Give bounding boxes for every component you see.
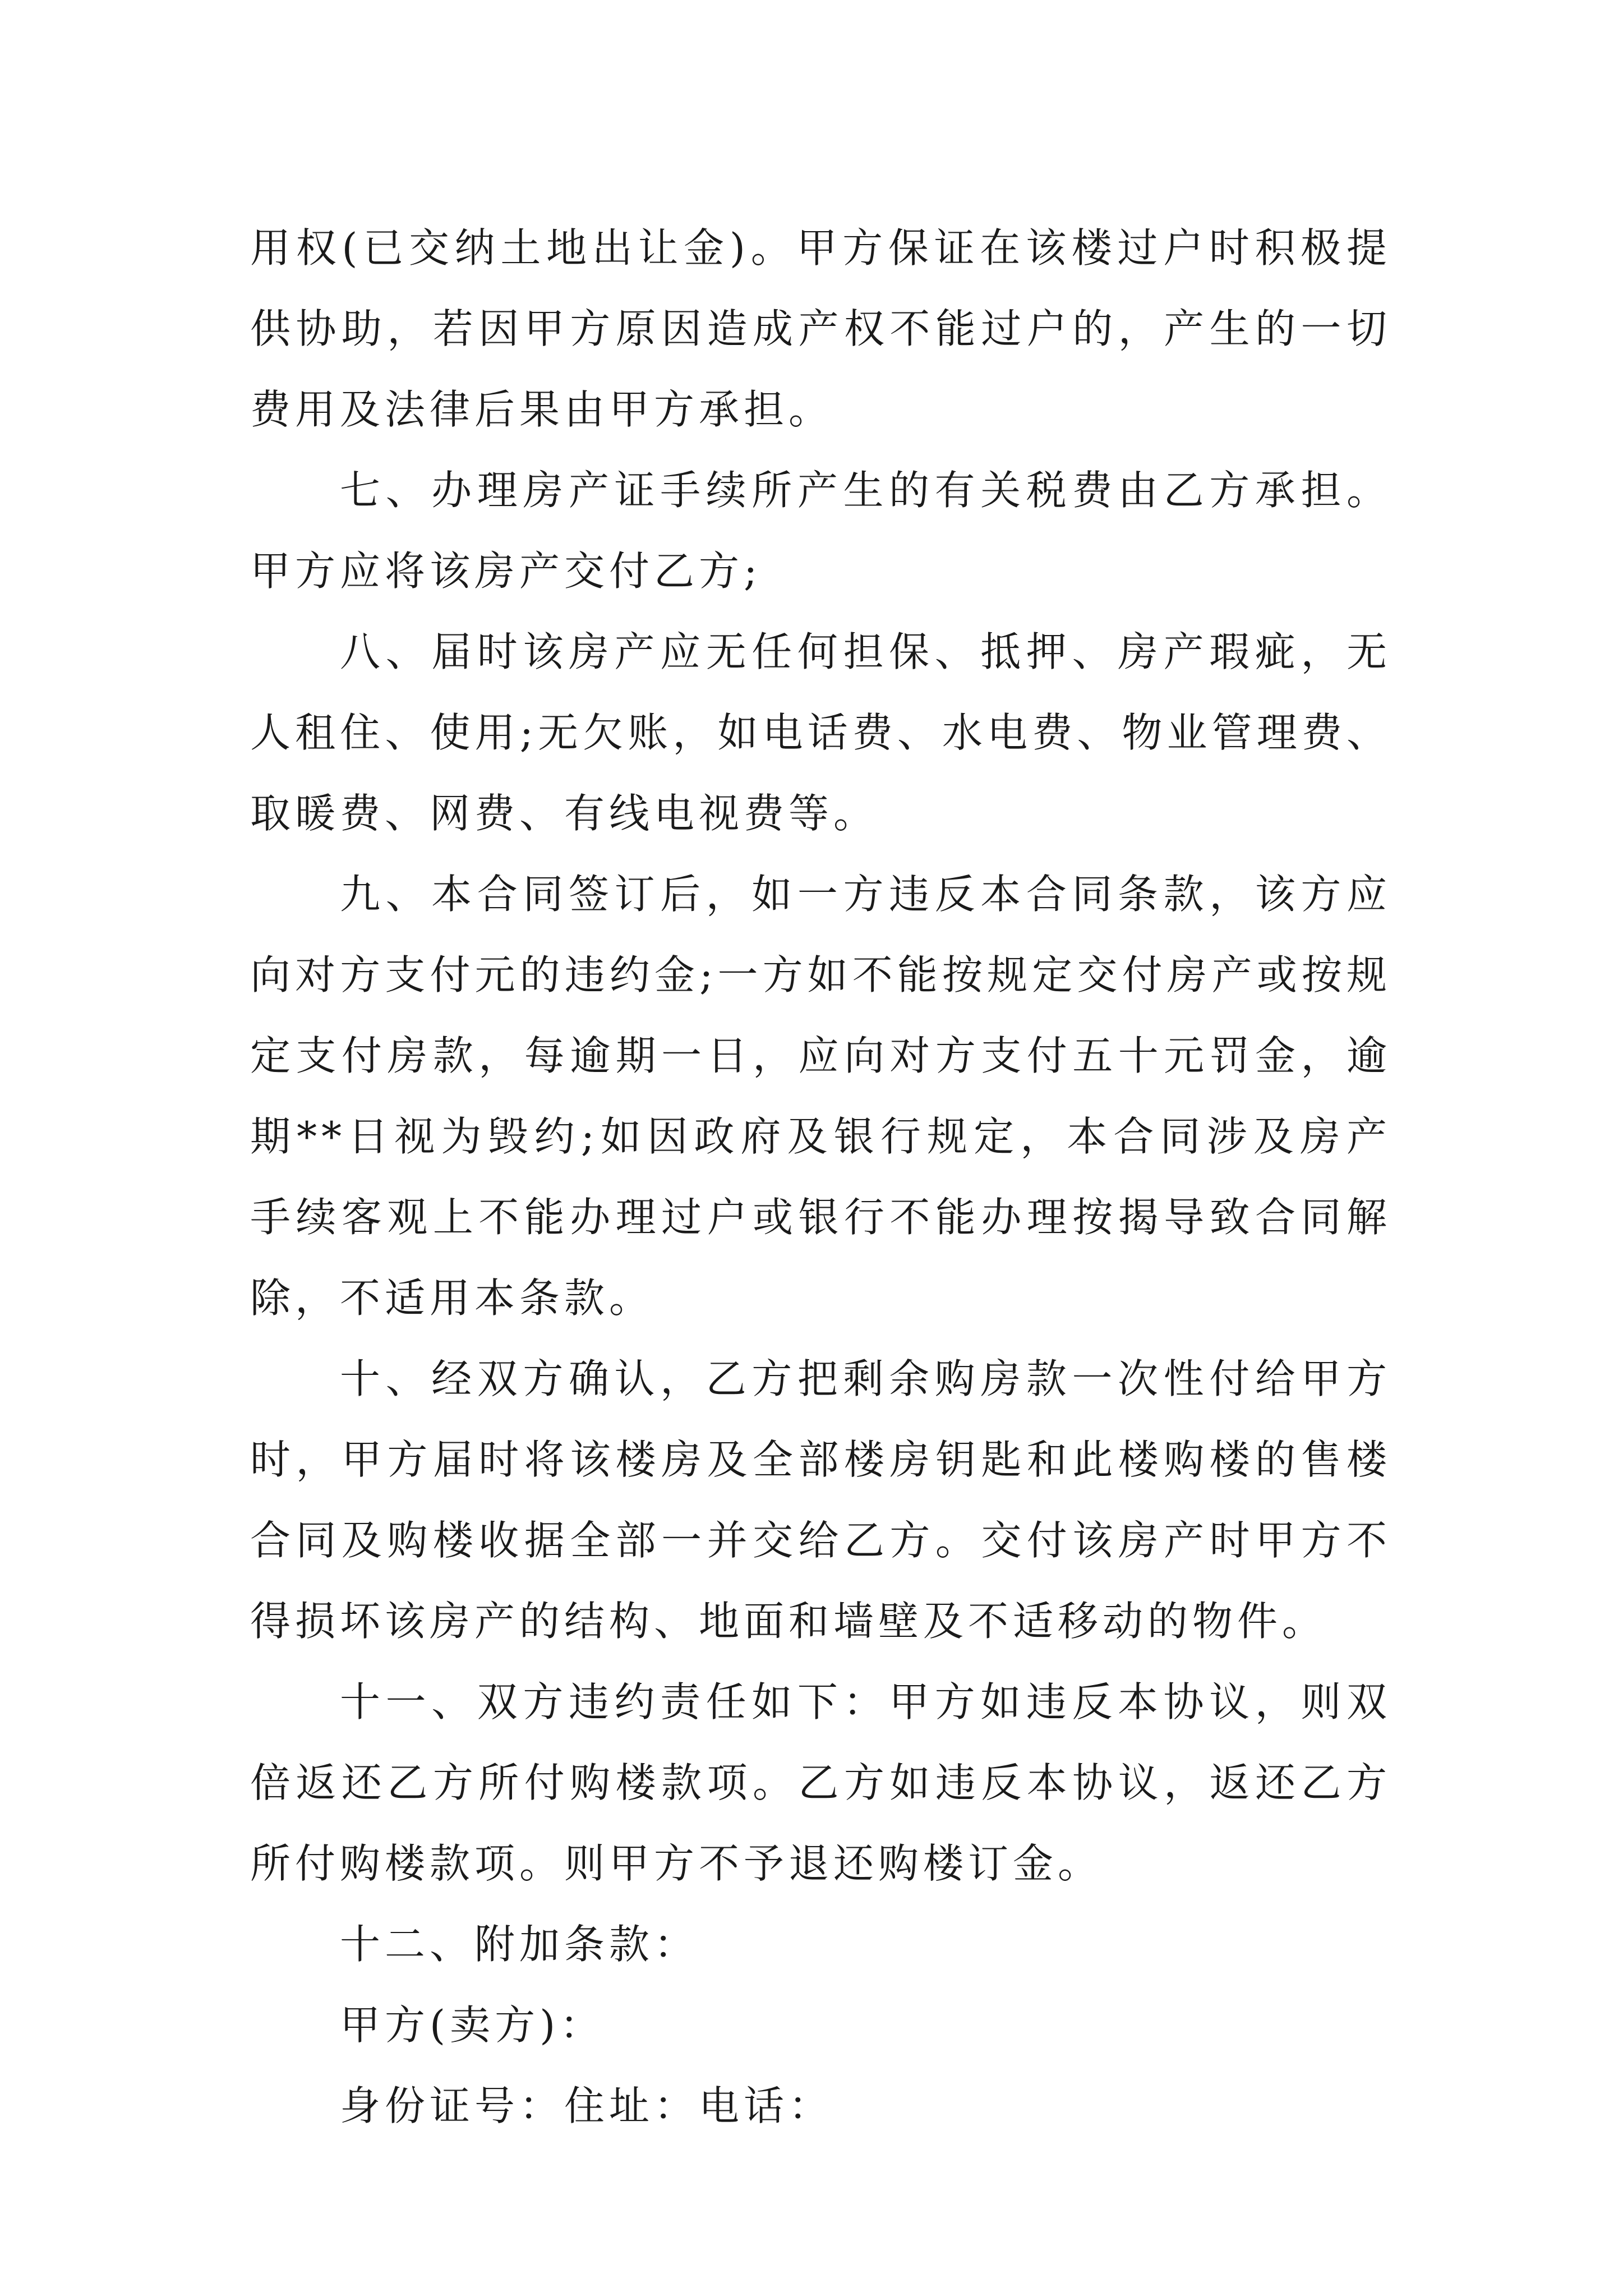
clause-9: 九、本合同签订后，如一方违反本合同条款，该方应向对方支付元的违约金;一方如不能按规定交付房产或按规定支付房款，每逾期一日，应向对方支付五十元罚金，逾期**日视为毁约;如因政府及银行规定，本合同涉及房产手续客观上不能办理过户或银行不能办理按揭导致合同解除，不适用本条款。 (250, 871, 1391, 1322)
paragraph-continuation: 用权(已交纳土地出让金)。甲方保证在该楼过户时积极提供协助，若因甲方原因造成产权不能过户的，产生的一切费用及法律后果由甲方承担。 (250, 224, 1391, 433)
party-a-id-address-phone: 身份证号：住址：电话： (340, 2082, 834, 2129)
clause-12-additional-terms: 十二、附加条款： (340, 1921, 699, 1968)
clause-8: 八、届时该房产应无任何担保、抵押、房产瑕疵，无人租住、使用;无欠账，如电话费、水电费、物业管理费、取暖费、网费、有线电视费等。 (250, 628, 1391, 837)
document-body (250, 208, 1391, 2146)
clause-11: 十一、双方违约责任如下：甲方如违反本协议，则双倍返还乙方所付购楼款项。乙方如违反本协议，返还乙方所付购楼款项。则甲方不予退还购楼订金。 (250, 1678, 1391, 1887)
party-a-seller-label: 甲方(卖方)： (340, 2001, 605, 2049)
clause-7: 七、办理房产证手续所产生的有关税费由乙方承担。甲方应将该房产交付乙方; (250, 467, 1391, 595)
clause-10: 十、经双方确认，乙方把剩余购房款一次性付给甲方时，甲方届时将该楼房及全部楼房钥匙和此楼购楼的售楼合同及购楼收据全部一并交给乙方。交付该房产时甲方不得损坏该房产的结构、地面和墙壁及不适移动的物件。 (250, 1355, 1391, 1645)
